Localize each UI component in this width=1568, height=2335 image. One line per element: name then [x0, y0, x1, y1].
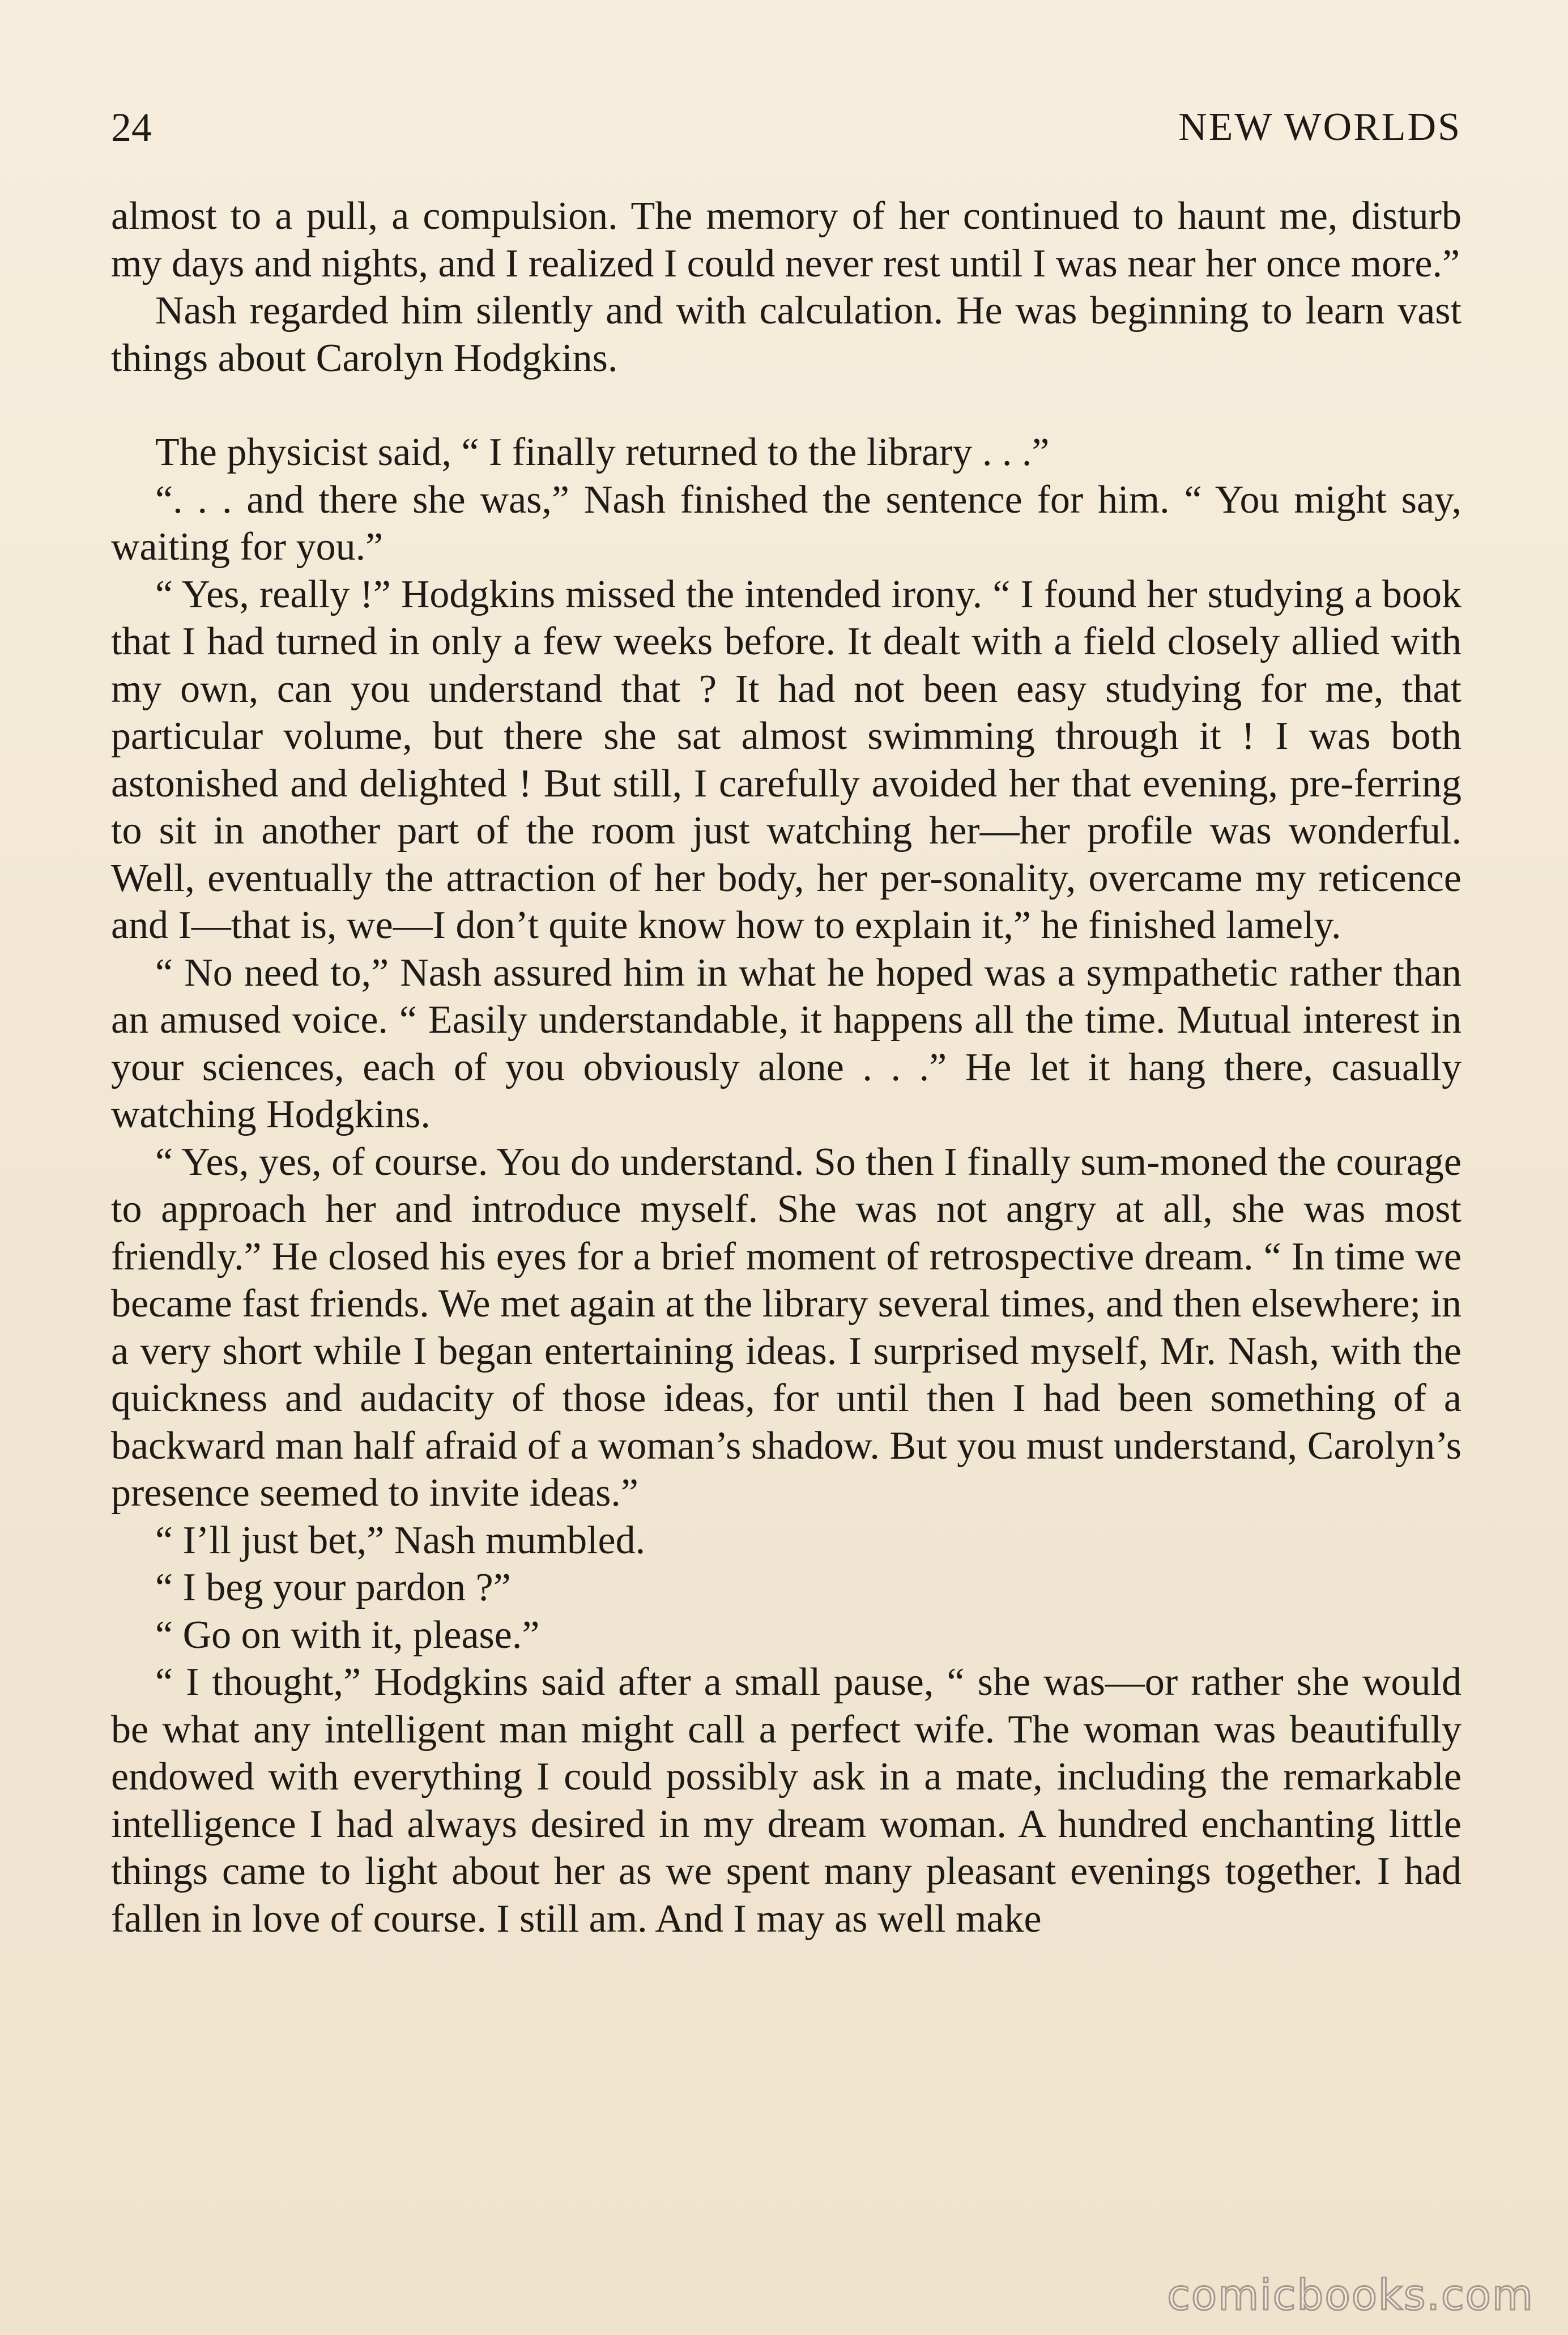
paragraph: Nash regarded him silently and with calculation. He was beginning to learn vast things about Carolyn Hodgkins. — [111, 289, 1462, 380]
page-number: 24 — [111, 105, 152, 150]
running-head: NEW WORLDS — [1178, 105, 1462, 149]
paragraph: “ Yes, yes, of course. You do understand. So then I finally sum-moned the courage to approach her and introduce myself. She was not angry at all, she was most friendly.” He closed his eyes for a brief moment of retrospective dream. “ In time we became fast friends. We met again at the library several times, and then elsewhere; in a very short while I began entertaining ideas. I surprised myself, Mr. Nash, with the quickness and audacity of those ideas, for until then I had been something of a backward man half afraid of a woman’s shadow. But you must understand, Carolyn’s presence seemed to invite ideas.” — [111, 1140, 1462, 1515]
page-header — [111, 96, 1462, 159]
paragraph: “ Go on with it, please.” — [155, 1613, 540, 1657]
paragraph: “ Yes, really !” Hodgkins missed the intended irony. “ I found her studying a book that I had turned in only a few weeks before. It dealt with a field closely allied with my own, can you understand that ? It had not been easy studying for me, that particular volume, but there she sat almost swimming through it ! I was both astonished and delighted ! But still, I carefully avoided her that evening, pre-ferring to sit in another part of the room just watching her—her profile was wonderful. Well, eventually the attraction of her body, her per-sonality, overcame my reticence and I—that is, we—I don’t quite know how to explain it,” he finished lamely. — [111, 572, 1462, 947]
watermark: comicbooks.com — [1167, 2271, 1534, 2320]
body-text — [111, 193, 1462, 1942]
paragraph: “ I thought,” Hodgkins said after a small pause, “ she was—or rather she would be what any intelligent man might call a perfect wife. The woman was beautifully endowed with everything I could possibly ask in a mate, including the remarkable intelligence I had always desired in my dream woman. A hundred enchanting little things came to light about her as we spent many pleasant evenings together. I had fallen in love of course. I still am. And I may as well make — [111, 1660, 1462, 1941]
paragraph: “. . . and there she was,” Nash finished the sentence for him. “ You might say, waiting for you.” — [111, 478, 1462, 569]
paragraph: “ I’ll just bet,” Nash mumbled. — [155, 1518, 646, 1562]
paragraph: The physicist said, “ I finally returned to the library . . .” — [155, 431, 1050, 474]
paragraph: “ No need to,” Nash assured him in what he hoped was a sympathetic rather than an amused voice. “ Easily understandable, it happens all the time. Mutual interest in your sciences, each of you obviously alone . . .” He let it hang there, casually watching Hodgkins. — [111, 951, 1462, 1136]
paragraph: almost to a pull, a compulsion. The memory of her continued to haunt me, disturb my days and nights, and I realized I could never rest until I was near her once more.” — [111, 194, 1462, 286]
paragraph: “ I beg your pardon ?” — [155, 1566, 511, 1609]
